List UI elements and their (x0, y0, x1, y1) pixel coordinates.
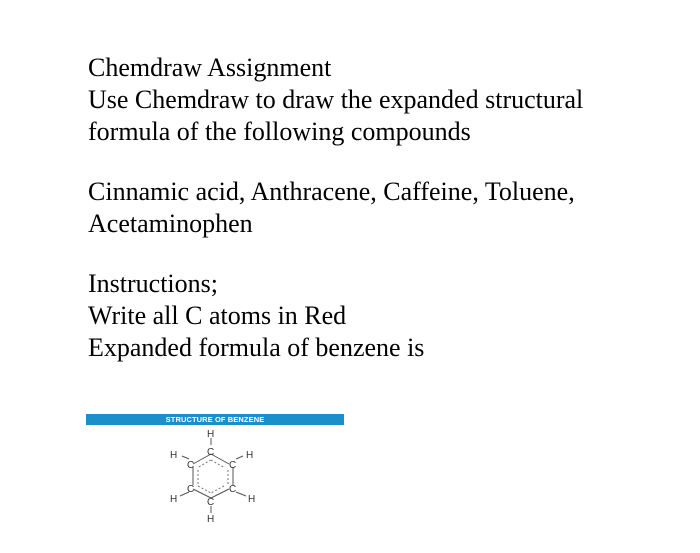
benzene-structure-figure (86, 414, 344, 532)
atom-c-lower-right: C (229, 484, 237, 495)
atom-h-upper-left: H (170, 450, 178, 461)
assignment-task-line-2: formula of the following compounds (88, 117, 471, 146)
atom-h-upper-right: H (246, 450, 254, 461)
atom-h-bottom: H (207, 514, 215, 525)
atom-h-top: H (207, 429, 215, 440)
atom-c-lower-left: C (187, 484, 195, 495)
atom-h-lower-right: H (248, 494, 256, 505)
instructions-label: Instructions; (88, 269, 218, 298)
instructions-line-1: Write all C atoms in Red (88, 301, 347, 330)
compound-list (88, 176, 575, 240)
assignment-title: Chemdraw Assignment (88, 53, 332, 82)
instructions (88, 268, 424, 364)
benzene-diagram (86, 414, 344, 532)
figure-banner: STRUCTURE OF BENZENE (86, 414, 344, 425)
delocalized-ring (197, 460, 228, 493)
atom-c-upper-right: C (229, 460, 237, 471)
atom-c-bottom: C (207, 497, 215, 508)
instructions-line-2: Expanded formula of benzene is (88, 333, 425, 362)
atom-c-upper-left: C (187, 460, 195, 471)
compound-list-line-2: Acetaminophen (88, 209, 253, 238)
compound-list-line-1: Cinnamic acid, Anthracene, Caffeine, Toluene, (88, 177, 575, 206)
assignment-task-line-1: Use Chemdraw to draw the expanded structural (88, 85, 584, 114)
atom-c-top: C (207, 447, 215, 458)
atom-h-lower-left: H (170, 494, 178, 505)
assignment-header (88, 52, 583, 148)
